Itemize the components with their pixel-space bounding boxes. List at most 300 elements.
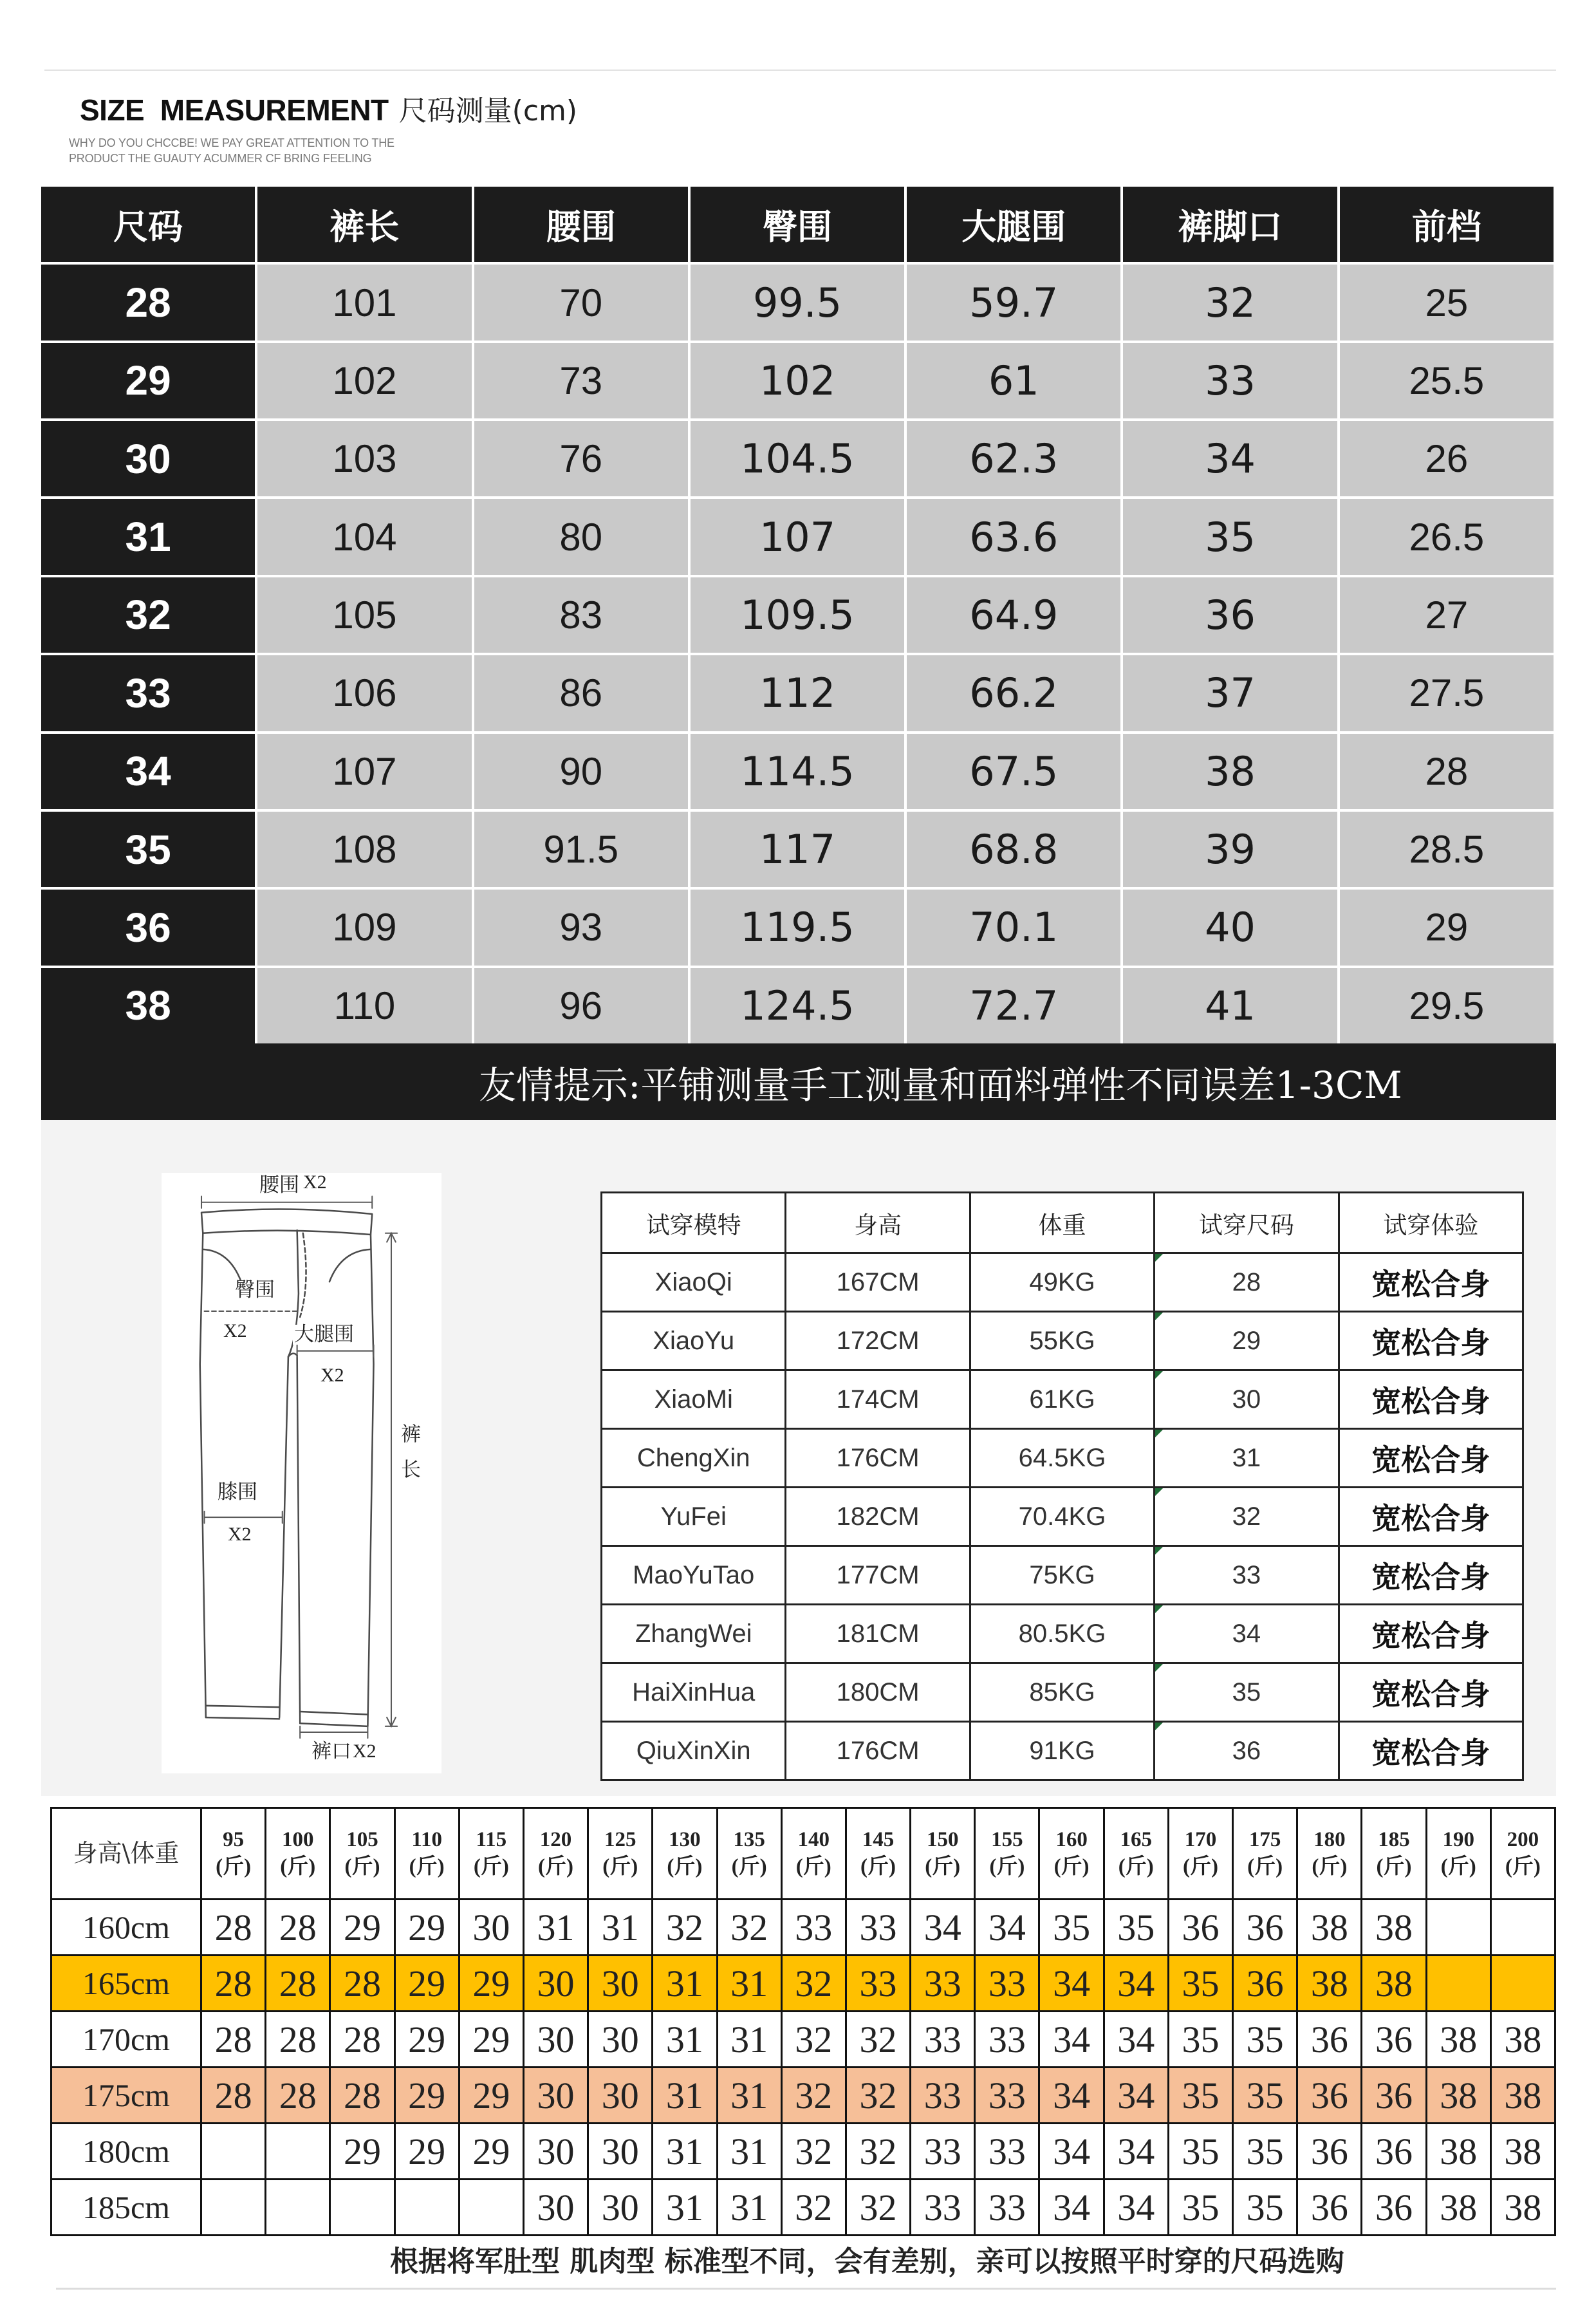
model-header-cell: 试穿尺码 <box>1155 1193 1339 1254</box>
waist-measure-line <box>201 1197 372 1208</box>
model-header-cell: 身高 <box>786 1193 970 1254</box>
size-value-cell: 107 <box>257 734 471 809</box>
recommended-size-cell: 32 <box>783 2124 847 2180</box>
recommended-size-cell <box>1427 1900 1492 1956</box>
weight-value: 95 <box>223 1828 245 1852</box>
model-size-cell: 28 <box>1155 1254 1339 1312</box>
size-value-cell: 117 <box>691 812 904 887</box>
model-name-cell: XiaoMi <box>602 1371 786 1430</box>
weight-header-cell <box>460 1809 524 1900</box>
size-measurement-table <box>41 187 1554 1043</box>
recommended-size-cell: 33 <box>976 1956 1040 2012</box>
model-name-cell: XiaoQi <box>602 1254 786 1312</box>
right-outer-seam <box>367 1235 373 1726</box>
recommended-size-cell: 32 <box>783 2180 847 2236</box>
recommended-size-cell: 31 <box>718 1956 783 2012</box>
model-size-cell: 32 <box>1155 1488 1339 1547</box>
length-label: 裤长 <box>397 1423 420 1494</box>
recommended-size-cell: 38 <box>1492 2012 1556 2068</box>
recommended-size-cell: 38 <box>1492 2180 1556 2236</box>
size-header-cell: 前档 <box>1340 187 1554 262</box>
hem-measure-line <box>300 1726 367 1738</box>
size-value-cell: 91.5 <box>474 812 688 887</box>
recommended-size-cell: 35 <box>1169 2124 1234 2180</box>
recommended-size-cell: 36 <box>1362 2180 1427 2236</box>
recommended-size-cell: 28 <box>266 2068 331 2124</box>
weight-unit: (斤) <box>795 1854 831 1878</box>
recommended-size-cell: 29 <box>460 1956 524 2012</box>
recommended-size-cell: 38 <box>1298 1956 1362 2012</box>
recommended-size-cell: 31 <box>653 2124 718 2180</box>
weight-unit: (斤) <box>731 1854 767 1878</box>
weight-header-cell <box>1105 1809 1169 1900</box>
weight-table-corner: 身高\体重 <box>52 1809 202 1900</box>
recommended-size-cell: 35 <box>1169 2180 1234 2236</box>
weight-unit: (斤) <box>344 1854 380 1878</box>
recommended-size-cell: 36 <box>1362 2124 1427 2180</box>
size-label-cell: 35 <box>41 812 255 887</box>
pants-measurement-diagram <box>162 1173 441 1773</box>
model-name-cell: ZhangWei <box>602 1605 786 1664</box>
weight-value: 170 <box>1184 1828 1217 1852</box>
recommended-size-cell: 35 <box>1169 2012 1234 2068</box>
model-weight-cell: 70.4KG <box>971 1488 1155 1547</box>
recommended-size-cell: 35 <box>1169 2068 1234 2124</box>
weight-value: 160 <box>1055 1828 1088 1852</box>
recommended-size-cell: 32 <box>847 2068 911 2124</box>
model-fit-cell: 宽松合身 <box>1340 1371 1524 1430</box>
recommended-size-cell: 32 <box>847 2180 911 2236</box>
size-value-cell: 67.5 <box>907 734 1120 809</box>
recommended-size-cell: 38 <box>1427 2180 1492 2236</box>
size-value-cell: 28.5 <box>1340 812 1554 887</box>
size-value-cell: 83 <box>474 577 688 653</box>
size-value-cell: 39 <box>1123 812 1337 887</box>
size-value-cell: 34 <box>1123 421 1337 496</box>
model-fit-cell: 宽松合身 <box>1340 1723 1524 1781</box>
weight-header-cell <box>976 1809 1040 1900</box>
size-label-cell: 29 <box>41 343 255 418</box>
recommended-size-cell: 29 <box>460 2124 524 2180</box>
model-height-cell: 172CM <box>786 1312 970 1371</box>
model-fit-cell: 宽松合身 <box>1340 1254 1524 1312</box>
size-value-cell: 26.5 <box>1340 499 1554 574</box>
size-value-cell: 80 <box>474 499 688 574</box>
weight-header-cell <box>911 1809 976 1900</box>
weight-value: 150 <box>926 1828 959 1852</box>
model-weight-cell: 91KG <box>971 1723 1155 1781</box>
model-size-cell: 31 <box>1155 1430 1339 1488</box>
recommended-size-cell: 32 <box>718 1900 783 1956</box>
weight-unit: (斤) <box>280 1854 316 1878</box>
weight-header-cell <box>653 1809 718 1900</box>
size-value-cell: 104.5 <box>691 421 904 496</box>
size-value-cell: 108 <box>257 812 471 887</box>
recommended-size-cell: 38 <box>1427 2124 1492 2180</box>
knee-label: 膝围 <box>218 1480 257 1504</box>
size-header-cell: 腰围 <box>474 187 688 262</box>
model-height-cell: 180CM <box>786 1664 970 1723</box>
length-measure-line <box>385 1233 397 1726</box>
subtitle-line-1: WHY DO YOU CHCCBE! WE PAY GREAT ATTENTION TO THE <box>69 136 394 149</box>
recommended-size-cell: 34 <box>1105 2180 1169 2236</box>
size-value-cell: 107 <box>691 499 904 574</box>
model-height-cell: 167CM <box>786 1254 970 1312</box>
recommended-size-cell: 32 <box>847 2012 911 2068</box>
recommended-size-cell: 36 <box>1234 1900 1298 1956</box>
recommended-size-cell: 34 <box>1040 2124 1104 2180</box>
recommended-size-cell: 35 <box>1040 1900 1104 1956</box>
size-value-cell: 110 <box>257 968 471 1043</box>
recommended-size-cell: 34 <box>976 1900 1040 1956</box>
weight-unit: (斤) <box>1312 1854 1348 1878</box>
size-value-cell: 104 <box>257 499 471 574</box>
waistband-outline <box>201 1210 372 1235</box>
hip-multiplier-label: X2 <box>223 1320 247 1341</box>
weight-unit: (斤) <box>216 1854 252 1878</box>
height-row-label: 185cm <box>52 2180 202 2236</box>
size-label-cell: 30 <box>41 421 255 496</box>
model-name-cell: YuFei <box>602 1488 786 1547</box>
recommended-size-cell: 33 <box>976 2068 1040 2124</box>
recommended-size-cell: 36 <box>1234 1956 1298 2012</box>
weight-value: 115 <box>476 1828 507 1852</box>
model-height-cell: 176CM <box>786 1430 970 1488</box>
height-row-label: 170cm <box>52 2012 202 2068</box>
hip-label: 臀围 <box>235 1278 275 1302</box>
recommended-size-cell: 36 <box>1298 2124 1362 2180</box>
weight-value: 200 <box>1507 1828 1539 1852</box>
recommended-size-cell: 30 <box>524 2180 589 2236</box>
right-hem <box>300 1712 367 1726</box>
recommended-size-cell <box>202 2180 266 2236</box>
weight-header-cell <box>1492 1809 1556 1900</box>
size-value-cell: 70.1 <box>907 890 1120 965</box>
recommended-size-cell: 30 <box>589 2012 653 2068</box>
recommended-size-cell: 33 <box>911 1956 976 2012</box>
model-weight-cell: 55KG <box>971 1312 1155 1371</box>
size-value-cell: 99.5 <box>691 265 904 340</box>
size-note-text: 友情提示:平铺测量手工测量和面料弹性不同误差1-3CM <box>479 1063 1402 1107</box>
weight-unit: (斤) <box>409 1854 445 1878</box>
recommended-size-cell: 31 <box>718 2124 783 2180</box>
height-row-label: 180cm <box>52 2124 202 2180</box>
recommended-size-cell: 35 <box>1234 2068 1298 2124</box>
model-name-cell: XiaoYu <box>602 1312 786 1371</box>
recommended-size-cell: 38 <box>1427 2012 1492 2068</box>
size-value-cell: 66.2 <box>907 655 1120 731</box>
recommended-size-cell: 31 <box>653 1956 718 2012</box>
weight-header-cell <box>1169 1809 1234 1900</box>
weight-unit: (斤) <box>1182 1854 1218 1878</box>
size-value-cell: 119.5 <box>691 890 904 965</box>
recommended-size-cell: 28 <box>202 2012 266 2068</box>
recommended-size-cell: 32 <box>783 1956 847 2012</box>
recommended-size-cell: 30 <box>589 1956 653 2012</box>
weight-value: 180 <box>1313 1828 1346 1852</box>
page-subtitle <box>69 135 394 166</box>
size-label-cell: 32 <box>41 577 255 653</box>
size-value-cell: 36 <box>1123 577 1337 653</box>
weight-value: 100 <box>282 1828 314 1852</box>
recommended-size-cell: 38 <box>1298 1900 1362 1956</box>
weight-header-cell <box>1234 1809 1298 1900</box>
size-value-cell: 61 <box>907 343 1120 418</box>
recommended-size-cell: 34 <box>1105 2124 1169 2180</box>
size-value-cell: 109.5 <box>691 577 904 653</box>
size-value-cell: 103 <box>257 421 471 496</box>
title-english: SIZE MEASUREMENT <box>80 93 389 127</box>
weight-value: 185 <box>1378 1828 1410 1852</box>
size-value-cell: 35 <box>1123 499 1337 574</box>
recommended-size-cell: 38 <box>1362 1900 1427 1956</box>
size-value-cell: 70 <box>474 265 688 340</box>
recommended-size-cell: 29 <box>396 2124 460 2180</box>
weight-unit: (斤) <box>667 1854 703 1878</box>
recommended-size-cell: 36 <box>1298 2068 1362 2124</box>
weight-unit: (斤) <box>925 1854 961 1878</box>
recommended-size-cell: 29 <box>460 2012 524 2068</box>
size-value-cell: 93 <box>474 890 688 965</box>
size-header-cell: 尺码 <box>41 187 255 262</box>
recommended-size-cell: 28 <box>331 2012 395 2068</box>
recommended-size-cell: 31 <box>524 1900 589 1956</box>
model-weight-cell: 64.5KG <box>971 1430 1155 1488</box>
recommended-size-cell: 29 <box>331 1900 395 1956</box>
size-label-cell: 38 <box>41 968 255 1043</box>
recommended-size-cell: 31 <box>589 1900 653 1956</box>
page-title <box>80 88 577 129</box>
top-divider <box>44 70 1556 71</box>
recommended-size-cell: 28 <box>266 2012 331 2068</box>
weight-value: 165 <box>1120 1828 1152 1852</box>
model-size-cell: 29 <box>1155 1312 1339 1371</box>
weight-header-cell <box>524 1809 589 1900</box>
weight-header-cell <box>847 1809 911 1900</box>
weight-unit: (斤) <box>860 1854 896 1878</box>
size-value-cell: 37 <box>1123 655 1337 731</box>
height-weight-size-table <box>50 1807 1556 2236</box>
footer-note: 根据将军肚型 肌肉型 标准型不同，会有差别，亲可以按照平时穿的尺码选购 <box>390 2245 1344 2278</box>
weight-unit: (斤) <box>538 1854 574 1878</box>
height-row-label: 175cm <box>52 2068 202 2124</box>
recommended-size-cell: 30 <box>524 2068 589 2124</box>
right-inseam <box>297 1356 301 1724</box>
model-name-cell: QiuXinXin <box>602 1723 786 1781</box>
size-value-cell: 64.9 <box>907 577 1120 653</box>
recommended-size-cell: 29 <box>331 2124 395 2180</box>
size-value-cell: 72.7 <box>907 968 1120 1043</box>
model-weight-cell: 49KG <box>971 1254 1155 1312</box>
left-outer-seam <box>200 1233 206 1717</box>
model-fit-cell: 宽松合身 <box>1340 1547 1524 1605</box>
model-weight-cell: 61KG <box>971 1371 1155 1430</box>
size-header-cell: 大腿围 <box>907 187 1120 262</box>
weight-unit: (斤) <box>1053 1854 1090 1878</box>
size-value-cell: 32 <box>1123 265 1337 340</box>
recommended-size-cell: 28 <box>331 2068 395 2124</box>
weight-unit: (斤) <box>1118 1854 1154 1878</box>
recommended-size-cell: 35 <box>1234 2180 1298 2236</box>
fly-stitch <box>300 1233 306 1317</box>
size-value-cell: 102 <box>691 343 904 418</box>
recommended-size-cell: 31 <box>653 2012 718 2068</box>
recommended-size-cell: 34 <box>1105 2068 1169 2124</box>
model-header-cell: 试穿模特 <box>602 1193 786 1254</box>
hem-multiplier-label: X2 <box>353 1741 376 1762</box>
weight-header-cell <box>202 1809 266 1900</box>
size-value-cell: 105 <box>257 577 471 653</box>
recommended-size-cell: 34 <box>1040 1956 1104 2012</box>
weight-value: 125 <box>604 1828 636 1852</box>
model-size-cell: 34 <box>1155 1605 1339 1664</box>
model-fit-cell: 宽松合身 <box>1340 1430 1524 1488</box>
height-row-label: 165cm <box>52 1956 202 2012</box>
weight-header-cell <box>266 1809 331 1900</box>
right-pocket <box>329 1249 371 1282</box>
fitting-model-table <box>600 1191 1524 1781</box>
size-value-cell: 29.5 <box>1340 968 1554 1043</box>
weight-header-cell <box>1040 1809 1104 1900</box>
recommended-size-cell: 30 <box>524 2012 589 2068</box>
subtitle-line-2: PRODUCT THE GUAUTY ACUMMER CF BRING FEELING <box>69 152 372 165</box>
recommended-size-cell: 29 <box>396 2068 460 2124</box>
recommended-size-cell: 28 <box>202 1900 266 1956</box>
size-value-cell: 25 <box>1340 265 1554 340</box>
recommended-size-cell: 31 <box>653 2068 718 2124</box>
recommended-size-cell: 32 <box>783 2012 847 2068</box>
recommended-size-cell: 33 <box>976 2012 1040 2068</box>
weight-unit: (斤) <box>602 1854 638 1878</box>
model-height-cell: 182CM <box>786 1488 970 1547</box>
recommended-size-cell: 34 <box>1105 2012 1169 2068</box>
model-weight-cell: 75KG <box>971 1547 1155 1605</box>
model-name-cell: MaoYuTao <box>602 1547 786 1605</box>
recommended-size-cell <box>460 2180 524 2236</box>
size-header-cell: 臀围 <box>691 187 904 262</box>
size-value-cell: 25.5 <box>1340 343 1554 418</box>
size-label-cell: 28 <box>41 265 255 340</box>
recommended-size-cell: 29 <box>460 2068 524 2124</box>
recommended-size-cell: 28 <box>331 1956 395 2012</box>
weight-header-cell <box>1362 1809 1427 1900</box>
weight-header-cell <box>589 1809 653 1900</box>
recommended-size-cell: 35 <box>1234 2012 1298 2068</box>
size-value-cell: 112 <box>691 655 904 731</box>
recommended-size-cell: 35 <box>1169 1956 1234 2012</box>
size-value-cell: 90 <box>474 734 688 809</box>
weight-header-cell <box>396 1809 460 1900</box>
model-header-cell: 体重 <box>971 1193 1155 1254</box>
weight-value: 155 <box>991 1828 1023 1852</box>
model-size-cell: 35 <box>1155 1664 1339 1723</box>
size-value-cell: 101 <box>257 265 471 340</box>
height-row-label: 160cm <box>52 1900 202 1956</box>
size-value-cell: 63.6 <box>907 499 1120 574</box>
weight-value: 140 <box>797 1828 830 1852</box>
recommended-size-cell: 28 <box>202 1956 266 2012</box>
recommended-size-cell: 28 <box>202 2068 266 2124</box>
model-fit-cell: 宽松合身 <box>1340 1664 1524 1723</box>
size-value-cell: 106 <box>257 655 471 731</box>
weight-unit: (斤) <box>473 1854 509 1878</box>
size-value-cell: 59.7 <box>907 265 1120 340</box>
weight-value: 175 <box>1248 1828 1281 1852</box>
recommended-size-cell: 29 <box>396 2012 460 2068</box>
left-hem <box>206 1706 279 1719</box>
weight-unit: (斤) <box>1440 1854 1476 1878</box>
recommended-size-cell: 34 <box>1040 2012 1104 2068</box>
recommended-size-cell: 36 <box>1169 1900 1234 1956</box>
recommended-size-cell: 28 <box>266 1956 331 2012</box>
model-size-cell: 30 <box>1155 1371 1339 1430</box>
size-value-cell: 114.5 <box>691 734 904 809</box>
recommended-size-cell: 36 <box>1362 2068 1427 2124</box>
recommended-size-cell: 36 <box>1298 2012 1362 2068</box>
model-height-cell: 176CM <box>786 1723 970 1781</box>
recommended-size-cell: 30 <box>524 2124 589 2180</box>
recommended-size-cell: 30 <box>589 2180 653 2236</box>
thigh-multiplier-label: X2 <box>320 1365 344 1386</box>
size-value-cell: 76 <box>474 421 688 496</box>
model-height-cell: 174CM <box>786 1371 970 1430</box>
recommended-size-cell: 30 <box>589 2068 653 2124</box>
size-value-cell: 62.3 <box>907 421 1120 496</box>
size-value-cell: 33 <box>1123 343 1337 418</box>
model-size-cell: 33 <box>1155 1547 1339 1605</box>
model-header-cell: 试穿体验 <box>1340 1193 1524 1254</box>
recommended-size-cell <box>1492 1956 1556 2012</box>
thigh-measure-line <box>297 1345 374 1357</box>
recommended-size-cell: 38 <box>1492 2124 1556 2180</box>
weight-value: 130 <box>669 1828 701 1852</box>
recommended-size-cell: 32 <box>847 2124 911 2180</box>
size-label-cell: 36 <box>41 890 255 965</box>
weight-unit: (斤) <box>989 1854 1025 1878</box>
recommended-size-cell <box>331 2180 395 2236</box>
size-value-cell: 109 <box>257 890 471 965</box>
recommended-size-cell: 30 <box>589 2124 653 2180</box>
size-value-cell: 86 <box>474 655 688 731</box>
model-height-cell: 181CM <box>786 1605 970 1664</box>
model-name-cell: ChengXin <box>602 1430 786 1488</box>
weight-value: 105 <box>346 1828 378 1852</box>
size-header-cell: 裤脚口 <box>1123 187 1337 262</box>
recommended-size-cell: 35 <box>1234 2124 1298 2180</box>
recommended-size-cell: 33 <box>976 2180 1040 2236</box>
recommended-size-cell: 38 <box>1492 2068 1556 2124</box>
left-inseam <box>279 1357 288 1717</box>
recommended-size-cell <box>266 2180 331 2236</box>
recommended-size-cell: 33 <box>847 1900 911 1956</box>
recommended-size-cell: 35 <box>1105 1900 1169 1956</box>
recommended-size-cell: 36 <box>1298 2180 1362 2236</box>
recommended-size-cell: 30 <box>524 1956 589 2012</box>
recommended-size-cell: 34 <box>1105 1956 1169 2012</box>
recommended-size-cell: 34 <box>1040 2180 1104 2236</box>
weight-unit: (斤) <box>1247 1854 1283 1878</box>
recommended-size-cell: 31 <box>718 2180 783 2236</box>
weight-header-cell <box>331 1809 395 1900</box>
recommended-size-cell <box>1492 1900 1556 1956</box>
size-value-cell: 68.8 <box>907 812 1120 887</box>
size-label-cell: 34 <box>41 734 255 809</box>
size-value-cell: 102 <box>257 343 471 418</box>
size-value-cell: 40 <box>1123 890 1337 965</box>
model-weight-cell: 85KG <box>971 1664 1155 1723</box>
recommended-size-cell: 31 <box>718 2068 783 2124</box>
weight-header-cell <box>1427 1809 1492 1900</box>
